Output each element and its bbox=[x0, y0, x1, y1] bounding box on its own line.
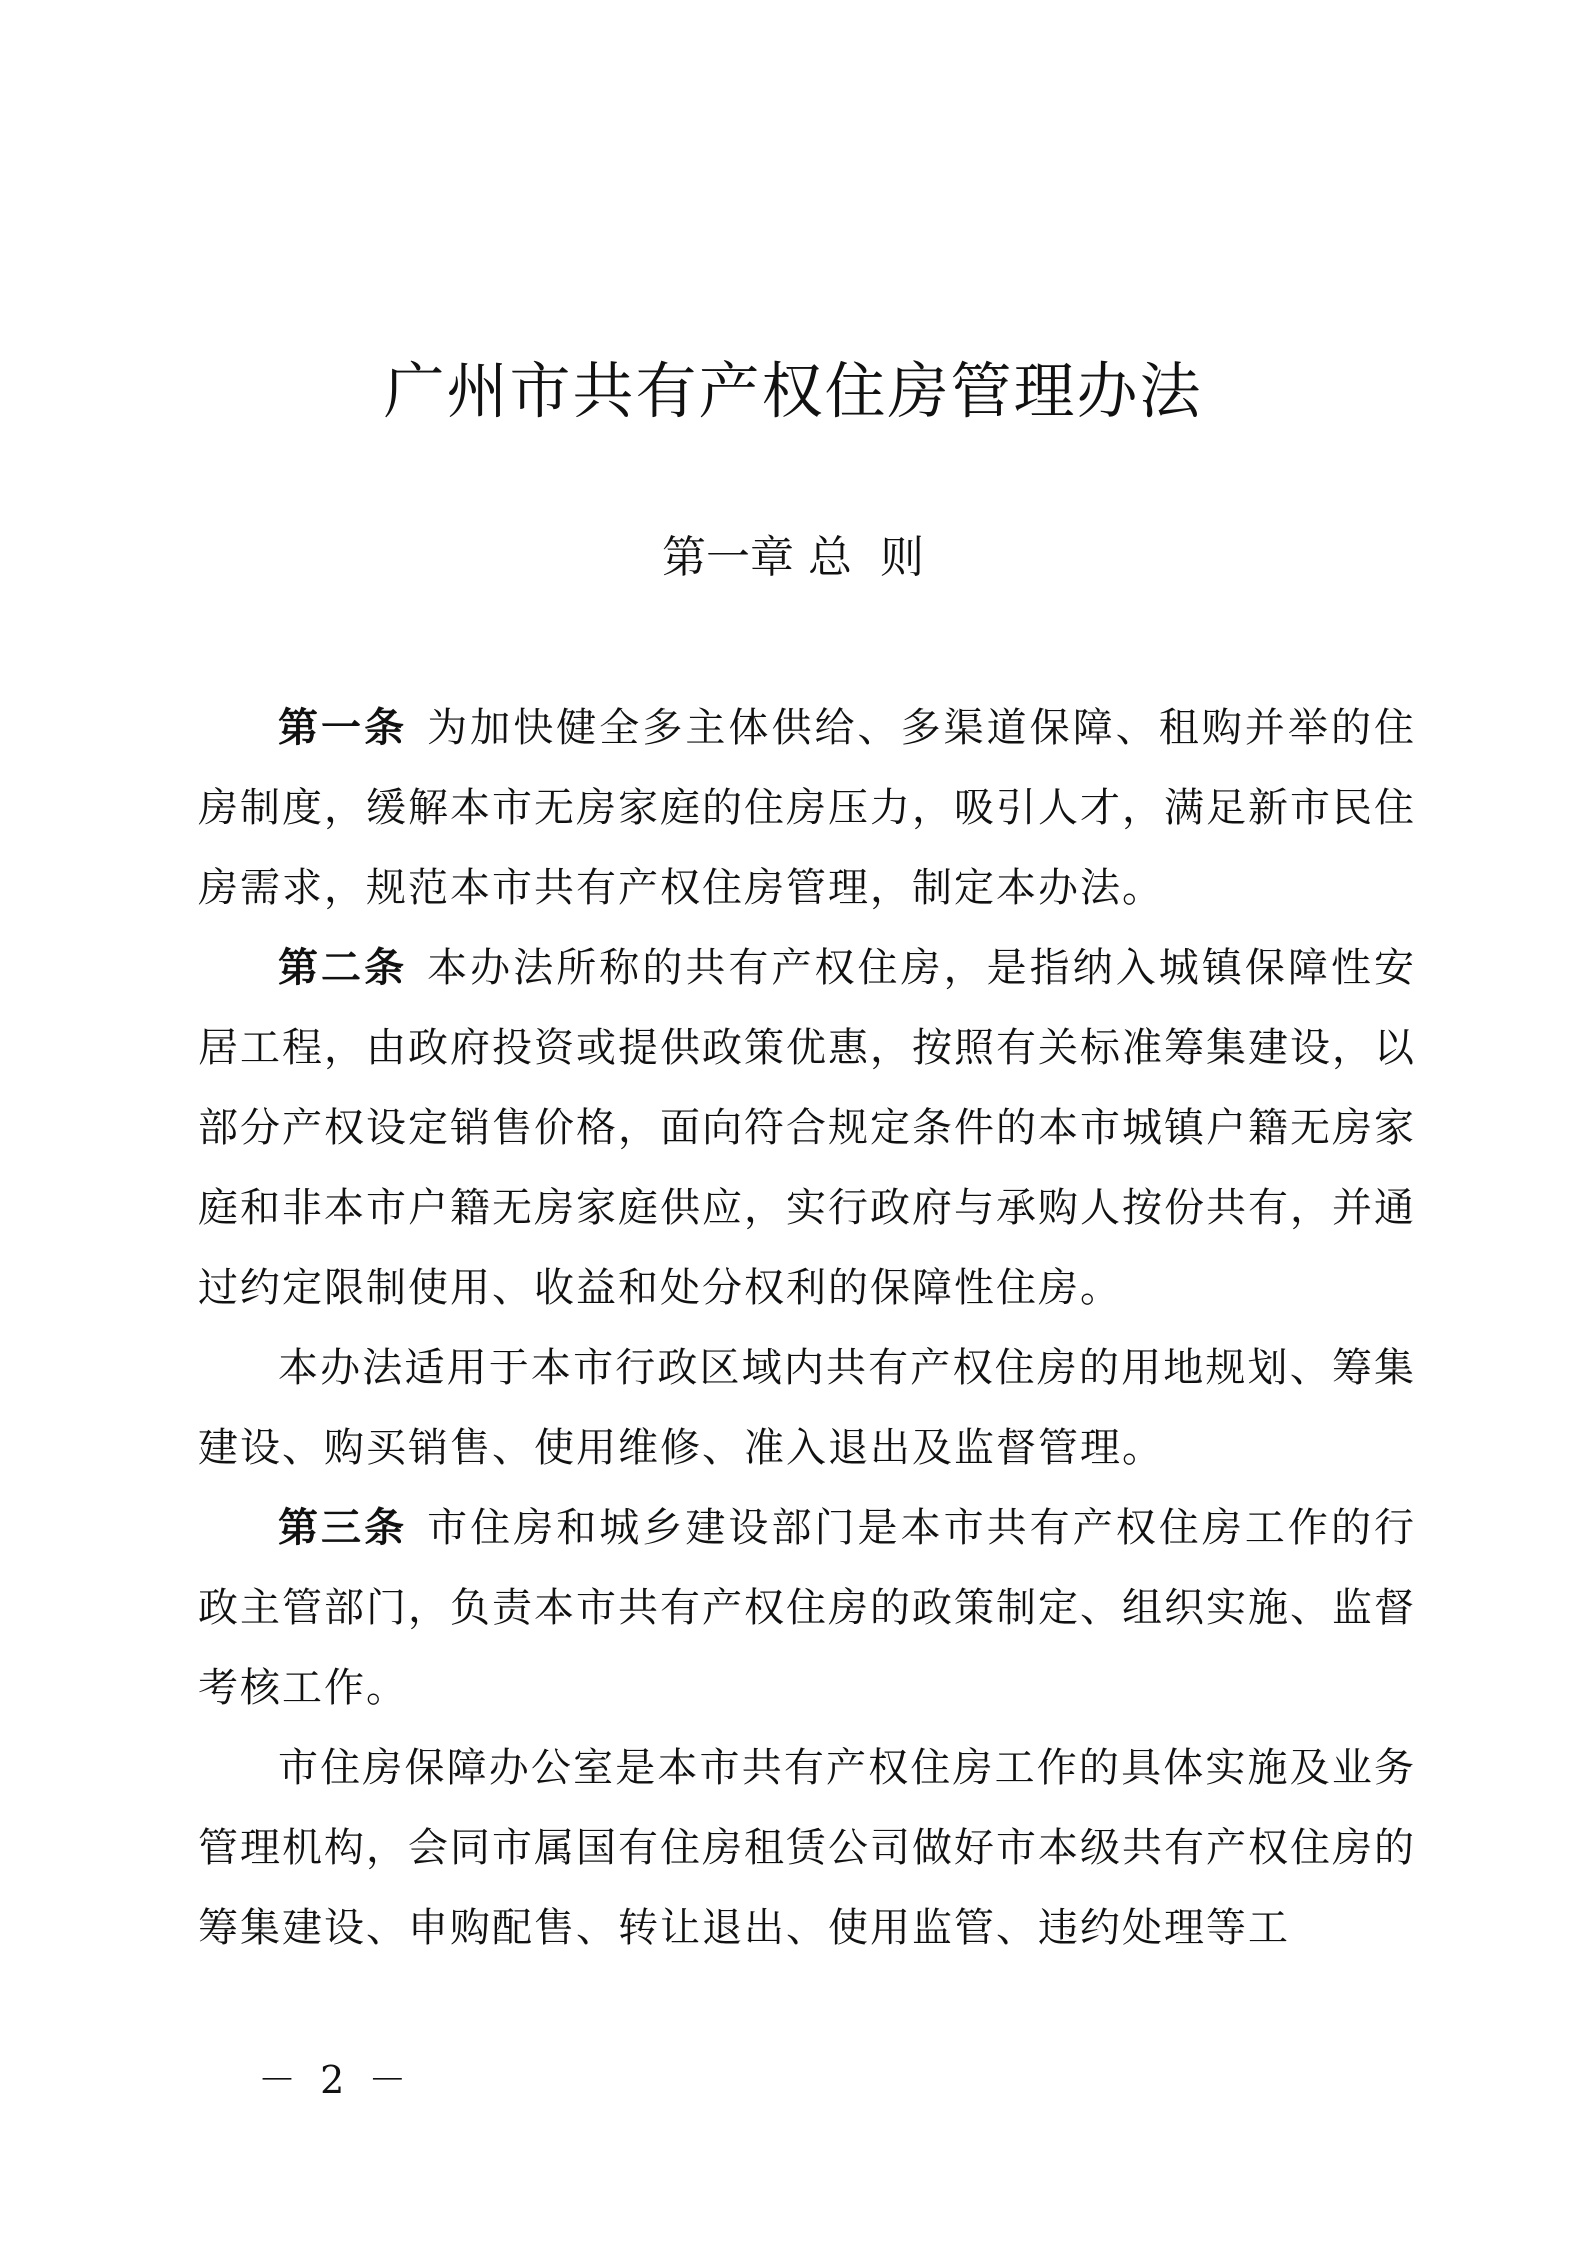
paragraph-text: 本办法所称的共有产权住房，是指纳入城镇保障性安居工程，由政府投资或提供政策优惠，按照有关标准筹集建设，以部分产权设定销售价格，面向符合规定条件的本市城镇户籍无房家庭和非本市户籍无房家庭供应，实行政府与承购人按份共有，并通过约定限制使用、收益和处分权利的保障性住房。 bbox=[198, 945, 1417, 1311]
article-number: 第三条 bbox=[278, 1505, 408, 1551]
document-body bbox=[198, 688, 1416, 1968]
paragraph-text: 市住房保障办公室是本市共有产权住房工作的具体实施及业务管理机构，会同市属国有住房租赁公司做好市本级共有产权住房的筹集建设、申购配售、转让退出、使用监管、违约处理等工 bbox=[198, 1745, 1416, 1951]
article-number: 第一条 bbox=[278, 705, 408, 751]
paragraph-text: 为加快健全多主体供给、多渠道保障、租购并举的住房制度，缓解本市无房家庭的住房压力，吸引人才，满足新市民住房需求，规范本市共有产权住房管理，制定本办法。 bbox=[198, 705, 1417, 911]
article-number: 第二条 bbox=[278, 945, 408, 991]
article-2-paragraph bbox=[198, 928, 1416, 1328]
article-1-paragraph bbox=[198, 688, 1416, 928]
article-3-paragraph bbox=[198, 1488, 1416, 1728]
article-2-continuation-paragraph bbox=[198, 1328, 1416, 1488]
page-number: － 2 － bbox=[258, 2058, 413, 2102]
paragraph-text: 本办法适用于本市行政区域内共有产权住房的用地规划、筹集建设、购买销售、使用维修、准入退出及监督管理。 bbox=[198, 1345, 1416, 1471]
document-title: 广州市共有产权住房管理办法 bbox=[383, 356, 1203, 427]
paragraph-text: 市住房和城乡建设部门是本市共有产权住房工作的行政主管部门，负责本市共有产权住房的政策制定、组织实施、监督考核工作。 bbox=[198, 1505, 1417, 1711]
chapter-title: 第一章 总 则 bbox=[662, 532, 924, 583]
article-3-continuation-paragraph bbox=[198, 1728, 1416, 1968]
